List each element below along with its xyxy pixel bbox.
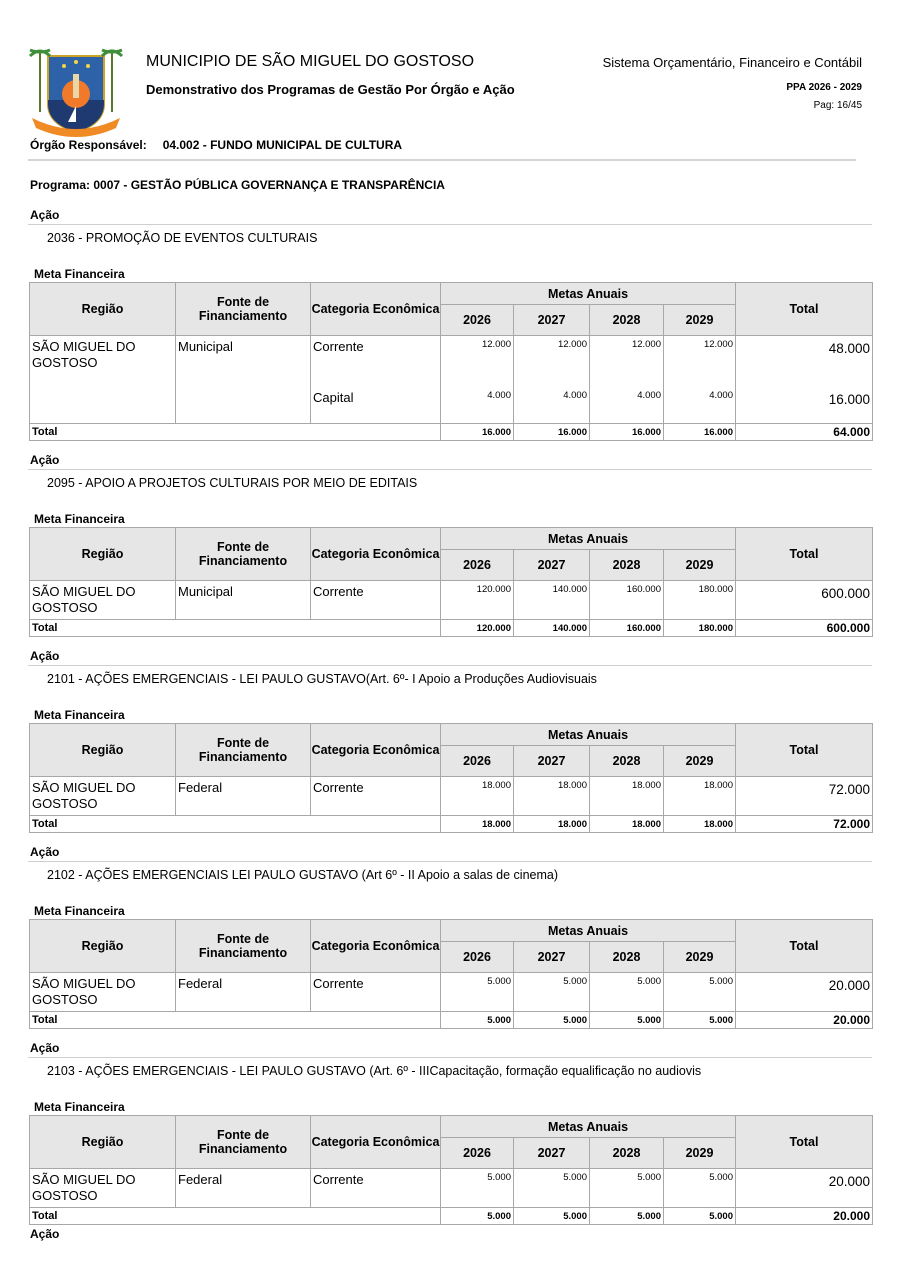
divider [28,159,856,161]
col-total: Total [736,283,873,336]
cell-total: 600.000 [736,581,873,620]
total-label: Total [30,424,441,441]
acao-title: 2102 - AÇÕES EMERGENCIAIS LEI PAULO GUSTAVO (Art 6º - II Apoio a salas de cinema) [47,868,558,882]
acoes-list [0,209,900,1238]
acao-section [0,209,900,441]
col-year: 2028 [590,550,664,581]
cell-value: 12.000 [514,336,590,373]
grand-total: 64.000 [736,424,873,441]
cell-fonte: Municipal [176,581,311,620]
col-year: 2029 [664,746,736,777]
table-row [30,1169,873,1208]
col-year: 2028 [590,305,664,336]
cell-value: 140.000 [514,581,590,620]
col-year: 2029 [664,550,736,581]
cell-categoria: Corrente [311,973,441,1012]
cell-regiao: SÃO MIGUEL DO GOSTOSO [30,1169,176,1208]
grand-total: 20.000 [736,1208,873,1225]
table-row [30,973,873,1012]
total-row [30,1208,873,1225]
col-year: 2029 [664,942,736,973]
total-value: 5.000 [664,1208,736,1225]
col-categoria: Categoria Econômica [311,1116,441,1169]
ppa-period: PPA 2026 - 2029 [786,82,862,93]
total-label: Total [30,1208,441,1225]
grand-total: 600.000 [736,620,873,637]
acao-label: Ação [30,453,60,467]
cell-fonte: Federal [176,973,311,1012]
header-row [30,1116,873,1138]
total-value: 5.000 [441,1208,514,1225]
cell-categoria: Corrente [311,581,441,620]
cell-categoria: Capital [311,372,441,424]
acao-section [0,650,900,833]
orgao-label: Órgão Responsável: [30,138,147,152]
cell-regiao: SÃO MIGUEL DO GOSTOSO [30,581,176,620]
table-row [30,581,873,620]
cell-value: 4.000 [441,372,514,424]
header-row [30,528,873,550]
cell-total: 20.000 [736,1169,873,1208]
table-row [30,777,873,816]
meta-financeira-label: Meta Financeira [34,267,125,281]
col-categoria: Categoria Econômica [311,283,441,336]
col-total: Total [736,724,873,777]
cell-regiao: SÃO MIGUEL DO GOSTOSO [30,777,176,816]
acao-label: Ação [30,649,60,663]
cell-value: 12.000 [664,336,736,373]
table-body [30,777,873,816]
cell-value: 5.000 [441,1169,514,1208]
cell-value: 18.000 [590,777,664,816]
total-label: Total [30,1012,441,1029]
table-body [30,1169,873,1208]
meta-financeira-table [29,723,873,833]
total-value: 5.000 [664,1012,736,1029]
acao-label: Ação [30,208,60,222]
cell-value: 18.000 [514,777,590,816]
col-categoria: Categoria Econômica [311,724,441,777]
col-fonte: Fonte de Financiamento [176,1116,311,1169]
table-body [30,973,873,1012]
cell-fonte: Federal [176,1169,311,1208]
col-year: 2026 [441,746,514,777]
header-row [30,724,873,746]
table-row [30,336,873,373]
total-row [30,816,873,833]
col-total: Total [736,920,873,973]
acao-title: 2095 - APOIO A PROJETOS CULTURAIS POR MEIO DE EDITAIS [47,476,418,490]
col-categoria: Categoria Econômica [311,920,441,973]
orgao-value: 04.002 - FUNDO MUNICIPAL DE CULTURA [162,138,403,152]
cell-value: 18.000 [441,777,514,816]
total-value: 18.000 [590,816,664,833]
col-year: 2029 [664,305,736,336]
total-value: 16.000 [441,424,514,441]
page-number: Pag: 16/45 [813,100,862,111]
cell-regiao: SÃO MIGUEL DO GOSTOSO [30,336,176,424]
total-value: 160.000 [590,620,664,637]
meta-financeira-table [29,527,873,637]
cell-fonte: Federal [176,777,311,816]
total-value: 5.000 [514,1012,590,1029]
header-row [30,283,873,305]
grand-total: 20.000 [736,1012,873,1029]
total-value: 16.000 [590,424,664,441]
cell-total: 16.000 [736,372,873,424]
col-metas-anuais: Metas Anuais [441,920,736,942]
col-year: 2029 [664,1138,736,1169]
cell-value: 12.000 [441,336,514,373]
municipality-name: MUNICIPIO DE SÃO MIGUEL DO GOSTOSO [146,53,475,70]
divider [28,469,872,470]
col-year: 2028 [590,942,664,973]
header-row [30,920,873,942]
total-value: 5.000 [514,1208,590,1225]
col-year: 2026 [441,1138,514,1169]
total-value: 5.000 [441,1012,514,1029]
cell-value: 160.000 [590,581,664,620]
programa-title: Programa: 0007 - GESTÃO PÚBLICA GOVERNANÇA E TRANSPARÊNCIA [30,178,445,192]
col-categoria: Categoria Econômica [311,528,441,581]
acao-title: 2101 - AÇÕES EMERGENCIAIS - LEI PAULO GUSTAVO(Art. 6º- I Apoio a Produções Audiovisuais [47,672,597,686]
report-title: Demonstrativo dos Programas de Gestão Por Órgão e Ação [146,82,515,97]
cell-categoria: Corrente [311,1169,441,1208]
cell-regiao: SÃO MIGUEL DO GOSTOSO [30,973,176,1012]
table-body [30,336,873,424]
cell-value: 180.000 [664,581,736,620]
cell-value: 18.000 [664,777,736,816]
col-fonte: Fonte de Financiamento [176,920,311,973]
meta-financeira-table [29,919,873,1029]
cell-total: 72.000 [736,777,873,816]
col-year: 2027 [514,550,590,581]
total-value: 16.000 [664,424,736,441]
col-total: Total [736,1116,873,1169]
col-year: 2027 [514,942,590,973]
col-year: 2027 [514,746,590,777]
col-year: 2027 [514,305,590,336]
total-value: 18.000 [664,816,736,833]
col-regiao: Região [30,283,176,336]
cell-fonte: Municipal [176,336,311,424]
meta-financeira-table [29,282,873,441]
col-metas-anuais: Metas Anuais [441,283,736,305]
cell-categoria: Corrente [311,336,441,373]
acao-label: Ação [30,1041,60,1055]
table-body [30,581,873,620]
cell-value: 4.000 [514,372,590,424]
total-row [30,1012,873,1029]
acao-label: Ação [30,1227,60,1241]
meta-financeira-label: Meta Financeira [34,904,125,918]
col-year: 2028 [590,1138,664,1169]
cell-value: 5.000 [664,1169,736,1208]
cell-value: 4.000 [590,372,664,424]
acao-section [0,1042,900,1225]
col-regiao: Região [30,1116,176,1169]
col-regiao: Região [30,528,176,581]
cell-value: 5.000 [590,1169,664,1208]
cell-value: 120.000 [441,581,514,620]
col-regiao: Região [30,724,176,777]
col-fonte: Fonte de Financiamento [176,528,311,581]
total-label: Total [30,816,441,833]
meta-financeira-label: Meta Financeira [34,1100,125,1114]
total-value: 5.000 [590,1012,664,1029]
cell-value: 12.000 [590,336,664,373]
col-year: 2026 [441,305,514,336]
total-value: 120.000 [441,620,514,637]
divider [28,1057,872,1058]
col-metas-anuais: Metas Anuais [441,1116,736,1138]
acao-section [0,846,900,1029]
cell-total: 48.000 [736,336,873,373]
cell-value: 5.000 [514,973,590,1012]
col-year: 2026 [441,550,514,581]
col-fonte: Fonte de Financiamento [176,724,311,777]
meta-financeira-label: Meta Financeira [34,512,125,526]
cell-value: 5.000 [664,973,736,1012]
total-value: 18.000 [441,816,514,833]
col-year: 2026 [441,942,514,973]
total-value: 140.000 [514,620,590,637]
col-regiao: Região [30,920,176,973]
meta-financeira-table [29,1115,873,1225]
divider [28,861,872,862]
col-year: 2028 [590,746,664,777]
total-row [30,620,873,637]
total-label: Total [30,620,441,637]
acao-section [0,454,900,637]
acao-title: 2103 - AÇÕES EMERGENCIAIS - LEI PAULO GUSTAVO (Art. 6º - IIICapacitação, formação equalificação no audiovis [47,1064,702,1078]
cell-categoria: Corrente [311,777,441,816]
total-value: 18.000 [514,816,590,833]
cell-value: 5.000 [441,973,514,1012]
cell-value: 4.000 [664,372,736,424]
grand-total: 72.000 [736,816,873,833]
acao-title: 2036 - PROMOÇÃO DE EVENTOS CULTURAIS [47,231,318,245]
municipal-coat-of-arms-logo [28,42,124,138]
cell-value: 5.000 [590,973,664,1012]
orgao-responsavel [30,138,402,152]
col-metas-anuais: Metas Anuais [441,528,736,550]
divider [28,224,872,225]
col-total: Total [736,528,873,581]
divider [28,665,872,666]
col-year: 2027 [514,1138,590,1169]
total-value: 16.000 [514,424,590,441]
col-metas-anuais: Metas Anuais [441,724,736,746]
cell-value: 5.000 [514,1169,590,1208]
meta-financeira-label: Meta Financeira [34,708,125,722]
total-row [30,424,873,441]
total-value: 5.000 [590,1208,664,1225]
total-value: 180.000 [664,620,736,637]
system-name: Sistema Orçamentário, Financeiro e Contábil [602,55,862,70]
col-fonte: Fonte de Financiamento [176,283,311,336]
cell-total: 20.000 [736,973,873,1012]
acao-label: Ação [30,845,60,859]
